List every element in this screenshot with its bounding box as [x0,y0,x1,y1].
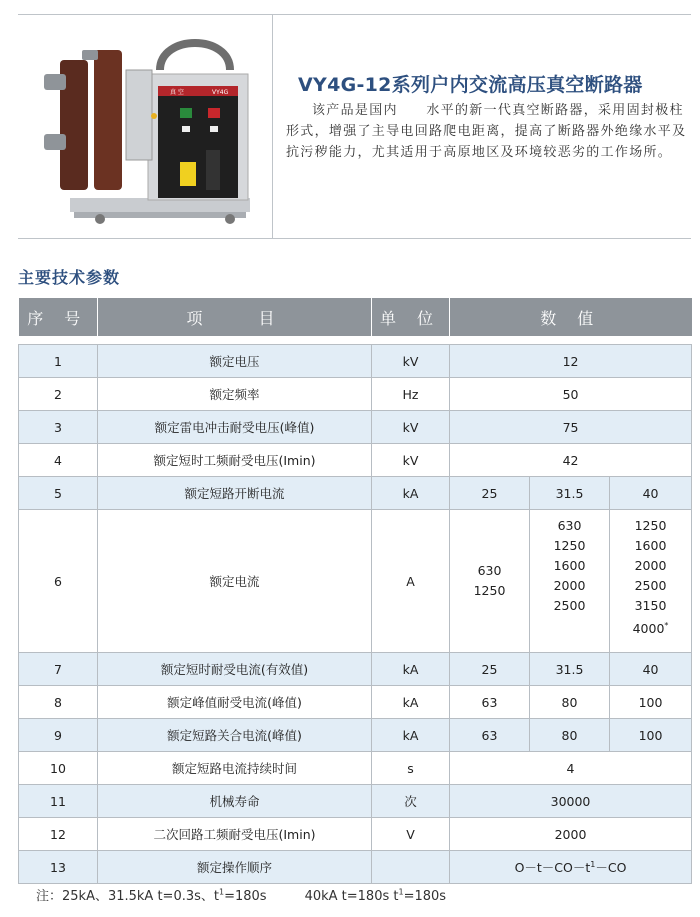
cell-value-31-5ka-list [530,510,610,653]
table-row [19,345,692,378]
current-value: 4000 [632,621,665,637]
cable-hose [160,43,230,70]
cell-item: 额定峰值耐受电流(峰值) [98,686,372,719]
cell-no: 3 [19,411,98,444]
header-unit: 单 位 [372,298,450,336]
panel-label-right: VY4G [212,89,229,96]
cell-value-40ka: 40 [610,477,692,510]
current-value: 1600 [634,538,667,553]
header-item: 项 目 [98,298,372,336]
table-row [19,653,692,686]
current-value: 2500 [553,598,586,613]
cell-value: 30000 [450,785,692,818]
cell-item: 额定短路开断电流 [98,477,372,510]
cell-item: 额定短路关合电流(峰值) [98,719,372,752]
table-row [19,851,692,884]
front-panel [158,86,238,198]
cell-value-25ka-list [450,510,530,653]
current-value: 2000 [634,558,667,573]
footnote-sup-1: 1 [219,887,225,897]
cell-item: 额定短时工频耐受电压(Imin) [98,444,372,477]
header-value: 数 值 [450,298,692,336]
cell-value-40ka-list [610,510,692,653]
table-row [19,785,692,818]
sequence-part-b: －CO [595,860,627,875]
current-value: 1600 [553,558,586,573]
cell-unit: 次 [372,785,450,818]
cell-item: 额定短时耐受电流(有效值) [98,653,372,686]
cell-value-25ka: 63 [450,686,530,719]
cell-unit: kA [372,686,450,719]
cell-value-40ka: 100 [610,686,692,719]
cell-item: 额定操作顺序 [98,851,372,884]
cell-unit: Hz [372,378,450,411]
cell-value-25ka: 25 [450,653,530,686]
top-rule [18,14,691,15]
current-value: 630 [477,563,502,578]
cell-unit: kA [372,719,450,752]
pole-rear [94,50,122,190]
table-header-row [19,298,692,336]
cell-value-40ka: 40 [610,653,692,686]
cell-value: 42 [450,444,692,477]
breaker-product-image [30,30,258,228]
current-value: 1250 [634,518,667,533]
panel-label-left: 真 空 [170,89,184,96]
header-bottom-rule [18,238,691,239]
table-row-rated-current [19,510,692,653]
table-row [19,444,692,477]
cell-unit: kV [372,345,450,378]
table-row [19,411,692,444]
cell-unit: kV [372,444,450,477]
cell-value-25ka: 25 [450,477,530,510]
cell-no: 8 [19,686,98,719]
current-value: 1250 [473,583,506,598]
cell-no: 1 [19,345,98,378]
table-row [19,752,692,785]
cell-value: 2000 [450,818,692,851]
cell-value-31-5ka: 31.5 [530,653,610,686]
footnote [36,885,446,904]
table-row [19,818,692,851]
table-row [19,477,692,510]
cell-no: 10 [19,752,98,785]
current-value: 630 [557,518,582,533]
spec-table [18,298,692,884]
vertical-divider [272,14,273,238]
cell-value-31-5ka: 80 [530,686,610,719]
cell-no: 12 [19,818,98,851]
cell-value-31-5ka: 31.5 [530,477,610,510]
cell-value: 12 [450,345,692,378]
cell-item: 额定电压 [98,345,372,378]
cell-item: 二次回路工频耐受电压(Imin) [98,818,372,851]
cell-value-40ka: 100 [610,719,692,752]
cell-unit: s [372,752,450,785]
cell-no: 13 [19,851,98,884]
table-row [19,719,692,752]
open-button-indicator [208,108,220,118]
header-no: 序 号 [19,298,98,336]
product-title: VY4G-12系列户内交流高压真空断路器 [298,74,643,96]
cell-unit: V [372,818,450,851]
product-intro: 该产品是国内 水平的新一代真空断路器，采用固封极柱形式，增强了主导电回路爬电距离，提高了断路器外绝缘水平及抗污秽能力，尤其适用于高原地区及环境较恶劣的工作场所。 [286,103,687,160]
cell-unit: A [372,510,450,653]
current-value: 2000 [553,578,586,593]
cell-no: 9 [19,719,98,752]
table-row [19,378,692,411]
cell-item: 机械寿命 [98,785,372,818]
cell-no: 2 [19,378,98,411]
footnote-prefix: 注：25kA、31.5kA t=0.3s、t [36,889,219,904]
cell-item: 额定雷电冲击耐受电压(峰值) [98,411,372,444]
cell-unit: kA [372,653,450,686]
sequence-part-a: O－t－CO－t [514,860,591,875]
cell-value: 50 [450,378,692,411]
cell-value-31-5ka: 80 [530,719,610,752]
cell-item: 额定频率 [98,378,372,411]
cell-value: 75 [450,411,692,444]
cell-unit: kV [372,411,450,444]
close-button-indicator [180,108,192,118]
footnote-second: 40kA t=180s t [304,889,399,904]
table-row [19,686,692,719]
cell-value-sequence [450,851,692,884]
cell-value-25ka: 63 [450,719,530,752]
footnote-end: =180s [403,889,447,904]
cell-no: 7 [19,653,98,686]
cell-no: 4 [19,444,98,477]
cell-item: 额定电流 [98,510,372,653]
current-value: 3150 [634,598,667,613]
cell-unit [372,851,450,884]
cell-no: 5 [19,477,98,510]
footnote-mid: =180s [224,889,267,904]
cell-item: 额定短路电流持续时间 [98,752,372,785]
cell-value: 4 [450,752,692,785]
section-title: 主要技术参数 [18,268,121,287]
sequence-sup: 1 [590,859,596,869]
cell-no: 6 [19,510,98,653]
asterisk-mark: * [664,621,669,630]
cell-unit: kA [372,477,450,510]
warning-label [180,162,196,186]
cell-no: 11 [19,785,98,818]
footnote-sup-2: 1 [398,887,404,897]
current-value: 1250 [553,538,586,553]
current-value: 2500 [634,578,667,593]
